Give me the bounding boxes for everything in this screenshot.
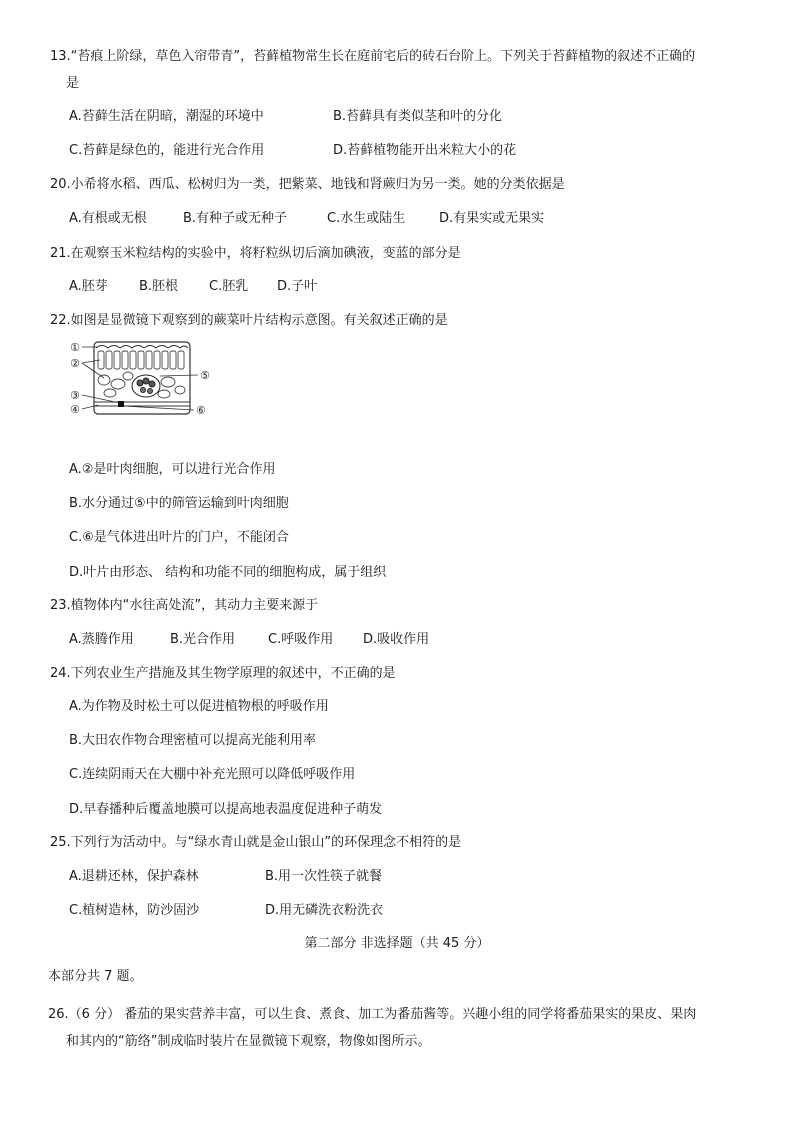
q22-option-c: C.⑥是气体进出叶片的门户，不能闭合 [69, 530, 289, 545]
q22-option-b: B.水分通过⑤中的筛管运输到叶肉细胞 [69, 496, 289, 511]
part2-intro: 本部分共 7 题。 [48, 969, 143, 984]
q24-option-b: B.大田农作物合理密植可以提高光能利用率 [69, 733, 317, 748]
q23-option-a: A.蒸腾作用 [69, 632, 134, 647]
fern-leaf-cross-section-figure [68, 338, 216, 422]
q24-option-a: A.为作物及时松土可以促进植物根的呼吸作用 [69, 699, 329, 714]
q23-option-c: C.呼吸作用 [268, 632, 334, 647]
q25-stem: 25.下列行为活动中。与“绿水青山就是金山银山”的环保理念不相符的是 [50, 835, 462, 850]
q13-stem-line1: 13.“苔痕上阶绿，草色入帘带青”，苔藓植物常生长在庭前宅后的砖石台阶上。下列关于苔藓植物的叙述不正确的 [50, 49, 696, 64]
q20-option-d: D.有果实或无果实 [439, 211, 545, 226]
q21-option-c: C.胚乳 [209, 279, 249, 294]
q22-option-d: D.叶片由形态、 结构和功能不同的细胞构成，属于组织 [69, 565, 387, 580]
q20-option-b: B.有种子或无种子 [183, 211, 288, 226]
figure-label-1: ① [70, 341, 80, 354]
figure-label-2: ② [70, 357, 80, 370]
q13-option-c: C.苔藓是绿色的，能进行光合作用 [69, 143, 265, 158]
q13-option-a: A.苔藓生活在阴暗，潮湿的环境中 [69, 109, 264, 124]
q25-option-d: D.用无磷洗衣粉洗衣 [265, 903, 384, 918]
q21-stem: 21.在观察玉米粒结构的实验中，将籽粒纵切后滴加碘液，变蓝的部分是 [50, 246, 461, 261]
q20-option-c: C.水生或陆生 [327, 211, 406, 226]
q13-stem-line2: 是 [66, 76, 80, 91]
figure-label-5: ⑤ [200, 369, 210, 382]
q22-option-a: A.②是叶肉细胞，可以进行光合作用 [69, 462, 276, 477]
figure-label-4: ④ [70, 403, 80, 416]
q23-option-b: B.光合作用 [170, 632, 236, 647]
q25-option-a: A.退耕还林，保护森林 [69, 869, 199, 884]
part2-title: 第二部分 非选择题（共 45 分） [304, 936, 490, 951]
q23-option-d: D.吸收作用 [363, 632, 430, 647]
q13-option-d: D.苔藓植物能开出米粒大小的花 [333, 143, 517, 158]
figure-label-6: ⑥ [196, 404, 206, 417]
q24-option-c: C.连续阴雨天在大棚中补充光照可以降低呼吸作用 [69, 767, 356, 782]
q20-stem: 20.小希将水稻、西瓜、松树归为一类，把紫菜、地钱和肾蕨归为另一类。她的分类依据是 [50, 177, 565, 192]
q25-option-b: B.用一次性筷子就餐 [265, 869, 383, 884]
q26-stem-line2: 和其内的“筋络”制成临时装片在显微镜下观察，物像如图所示。 [66, 1034, 431, 1049]
q23-stem: 23.植物体内“水往高处流”，其动力主要来源于 [50, 598, 319, 613]
q20-option-a: A.有根或无根 [69, 211, 147, 226]
q21-option-d: D.子叶 [277, 279, 318, 294]
figure-label-3: ③ [70, 389, 80, 402]
q21-option-a: A.胚芽 [69, 279, 108, 294]
q25-option-c: C.植树造林，防沙固沙 [69, 903, 200, 918]
q22-stem: 22.如图是显微镜下观察到的蕨菜叶片结构示意图。有关叙述正确的是 [50, 313, 448, 328]
q24-option-d: D.早春播种后覆盖地膜可以提高地表温度促进种子萌发 [69, 802, 383, 817]
q21-option-b: B.胚根 [139, 279, 179, 294]
q24-stem: 24.下列农业生产措施及其生物学原理的叙述中，不正确的是 [50, 666, 396, 681]
q13-option-b: B.苔藓具有类似茎和叶的分化 [333, 109, 503, 124]
q26-stem-line1: 26.（6 分） 番茄的果实营养丰富，可以生食、煮食、加工为番茄酱等。兴趣小组的同学将番茄果实的果皮、果肉 [48, 1007, 697, 1022]
